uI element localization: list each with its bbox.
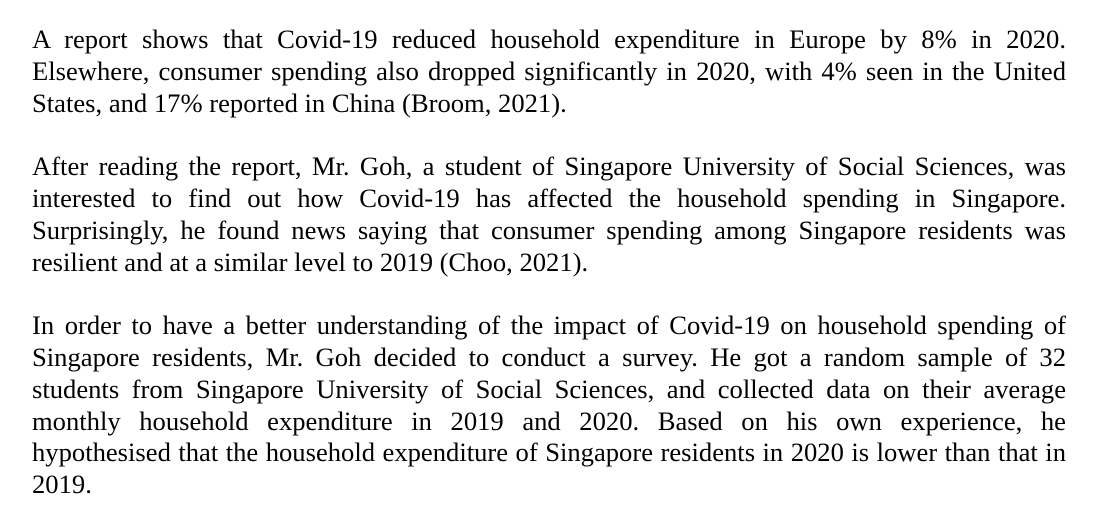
paragraph-mr-goh-background: After reading the report, Mr. Goh, a student of Singapore University of Social Sciences, was interested to find out how Covid-19 has affected the household spending in Singapore. Surprisingly, he found news saying that consumer spending among Singapore residents was resilient and at a similar level to 2019 (Choo, 2021). (32, 151, 1066, 277)
paragraph-survey-hypothesis: In order to have a better understanding of the impact of Covid-19 on household spending of Singapore residents, Mr. Goh decided to conduct a survey. He got a random sample of 32 students from Singapore University of Social Sciences, and collected data on their average monthly household expenditure in 2019 and 2020. Based on his own experience, he hypothesised that the household expenditure of Singapore residents in 2020 is lower than that in 2019. (32, 310, 1066, 500)
paragraph-report-summary: A report shows that Covid-19 reduced household expenditure in Europe by 8% in 2020. Elsewhere, consumer spending also dropped significantly in 2020, with 4% seen in the United States, and 17% reported in China (Broom, 2021). (32, 24, 1066, 118)
document-body (32, 24, 1066, 501)
